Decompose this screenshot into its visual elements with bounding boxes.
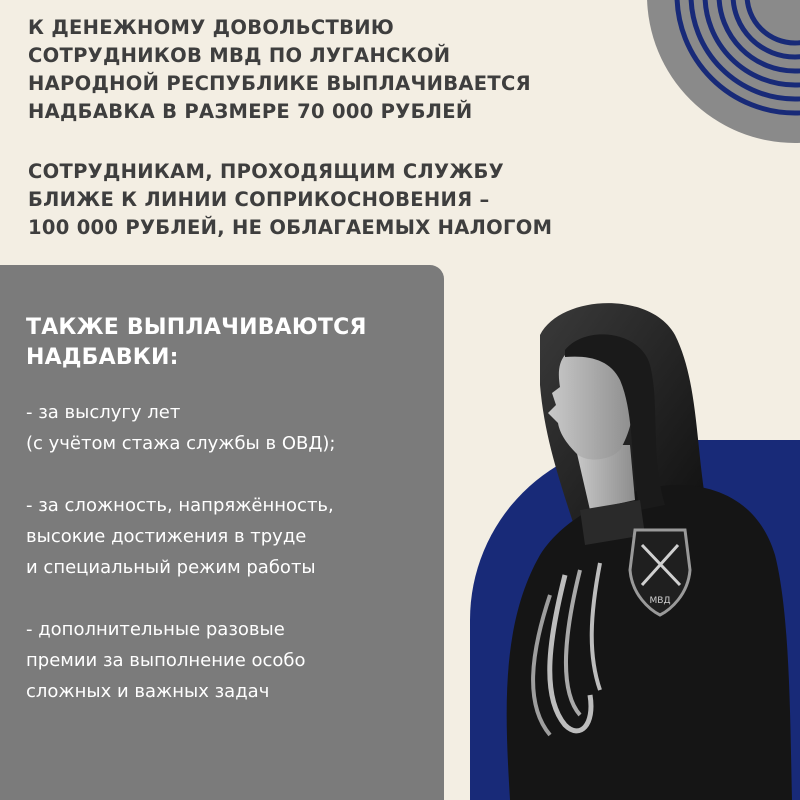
headline-line: 100 000 РУБЛЕЙ, НЕ ОБЛАГАЕМЫХ НАЛОГОМ (28, 216, 553, 239)
bullet-line: и специальный режим работы (26, 557, 316, 578)
officer-photo (470, 295, 800, 800)
panel-title (26, 313, 367, 373)
bullet-line: - за выслугу лет (26, 402, 181, 423)
headline-line: БЛИЖЕ К ЛИНИИ СОПРИКОСНОВЕНИЯ – (28, 188, 490, 211)
bullet-line: - дополнительные разовые (26, 619, 285, 640)
headline (28, 14, 668, 242)
bullet-line: - за сложность, напряжённость, (26, 495, 334, 516)
headline-line: К ДЕНЕЖНОМУ ДОВОЛЬСТВИЮ (28, 16, 395, 39)
bullet-line: высокие достижения в труде (26, 526, 307, 547)
list-item (26, 614, 436, 707)
bullet-line: премии за выполнение особо (26, 650, 306, 671)
list-item (26, 397, 436, 459)
bullet-line: (с учётом стажа службы в ОВД); (26, 433, 336, 454)
patch-label: МВД (649, 596, 671, 606)
headline-line: НАРОДНОЙ РЕСПУБЛИКЕ ВЫПЛАЧИВАЕТСЯ (28, 72, 531, 95)
headline-line: СОТРУДНИКОВ МВД ПО ЛУГАНСКОЙ (28, 44, 451, 67)
bullet-list (26, 397, 436, 707)
headline-line: СОТРУДНИКАМ, ПРОХОДЯЩИМ СЛУЖБУ (28, 160, 505, 183)
list-item (26, 490, 436, 583)
headline-line: НАДБАВКА В РАЗМЕРЕ 70 000 РУБЛЕЙ (28, 100, 473, 123)
panel-title-line: ТАКЖЕ ВЫПЛАЧИВАЮТСЯ (26, 315, 367, 340)
bullet-line: сложных и важных задач (26, 681, 270, 702)
panel-title-line: НАДБАВКИ: (26, 345, 179, 370)
